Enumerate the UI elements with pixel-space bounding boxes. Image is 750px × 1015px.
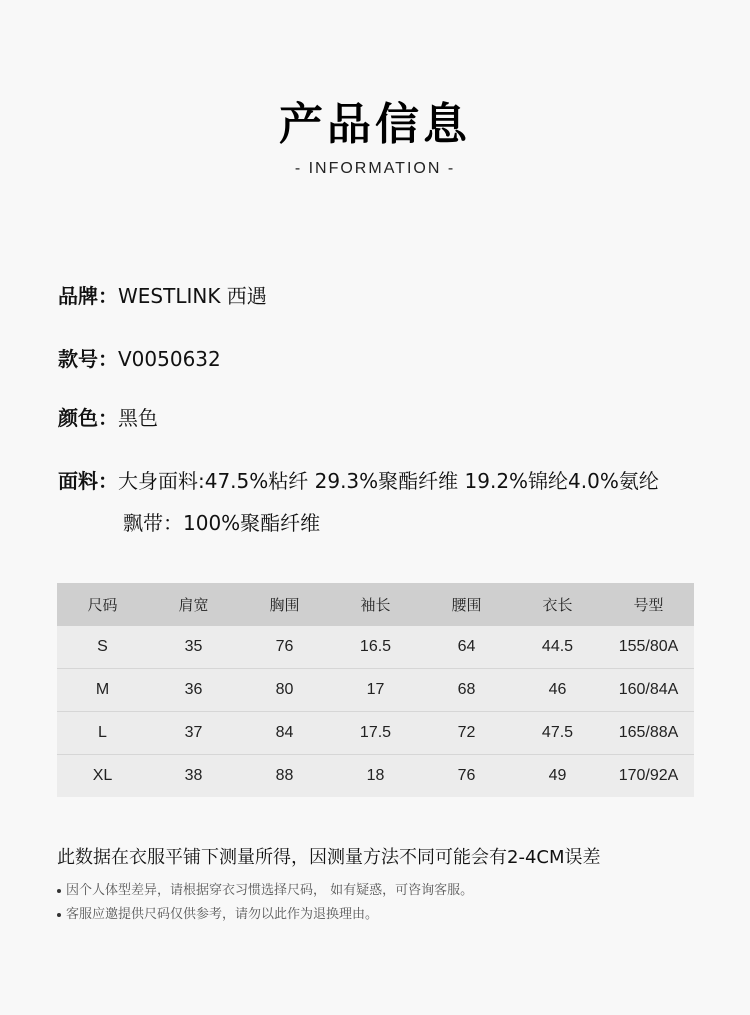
- fabric-label: 面料：: [58, 469, 118, 493]
- size-table: [57, 583, 694, 797]
- table-cell: 80: [239, 669, 330, 712]
- color-value: 黑色: [118, 406, 158, 430]
- table-cell: 72: [421, 712, 512, 755]
- note-item: [57, 879, 473, 898]
- table-cell: 44.5: [512, 626, 603, 669]
- bullet-icon: [57, 913, 61, 917]
- brand-value: WESTLINK 西遇: [118, 284, 267, 308]
- page-title: 产品信息: [279, 99, 471, 150]
- table-cell: 47.5: [512, 712, 603, 755]
- style-no-value: V0050632: [118, 347, 221, 371]
- style-no-label: 款号：: [58, 347, 118, 371]
- header-cell: 腰围: [421, 583, 512, 626]
- info-brand: [58, 280, 267, 309]
- header-cell: 衣长: [512, 583, 603, 626]
- color-label: 颜色：: [58, 406, 118, 430]
- table-cell: S: [57, 626, 148, 669]
- table-cell: 88: [239, 755, 330, 798]
- table-cell: 170/92A: [603, 755, 694, 798]
- info-style-no: [58, 343, 221, 372]
- table-cell: 165/88A: [603, 712, 694, 755]
- table-cell: 84: [239, 712, 330, 755]
- table-cell: 17.5: [330, 712, 421, 755]
- info-color: [58, 402, 158, 431]
- header-cell: 号型: [603, 583, 694, 626]
- table-cell: 17: [330, 669, 421, 712]
- table-cell: L: [57, 712, 148, 755]
- measurement-note: 此数据在衣服平铺下测量所得，因测量方法不同可能会有2-4CM误差: [57, 847, 601, 868]
- table-row: [57, 755, 694, 798]
- table-row: [57, 669, 694, 712]
- fabric-value: 大身面料:47.5%粘纤 29.3%聚酯纤维 19.2%锦纶4.0%氨纶: [118, 469, 659, 493]
- table-cell: 38: [148, 755, 239, 798]
- info-fabric: [58, 465, 659, 494]
- header-cell: 肩宽: [148, 583, 239, 626]
- table-cell: M: [57, 669, 148, 712]
- bullet-icon: [57, 889, 61, 893]
- table-row: [57, 626, 694, 669]
- table-cell: 76: [239, 626, 330, 669]
- header-cell: 胸围: [239, 583, 330, 626]
- table-cell: 68: [421, 669, 512, 712]
- table-cell: 49: [512, 755, 603, 798]
- note-text: 客服应邀提供尺码仅供参考，请勿以此作为退换理由。: [66, 907, 379, 922]
- table-cell: 160/84A: [603, 669, 694, 712]
- header-cell: 袖长: [330, 583, 421, 626]
- table-cell: 46: [512, 669, 603, 712]
- size-table-header: [57, 583, 694, 626]
- table-cell: 155/80A: [603, 626, 694, 669]
- table-cell: 16.5: [330, 626, 421, 669]
- note-item: [57, 903, 378, 922]
- brand-label: 品牌：: [58, 284, 118, 308]
- table-cell: 18: [330, 755, 421, 798]
- header-cell: 尺码: [57, 583, 148, 626]
- note-text: 因个人体型差异，请根据穿衣习惯选择尺码， 如有疑惑，可咨询客服。: [66, 883, 474, 898]
- table-cell: 37: [148, 712, 239, 755]
- table-cell: 35: [148, 626, 239, 669]
- table-cell: 36: [148, 669, 239, 712]
- table-cell: 76: [421, 755, 512, 798]
- table-cell: XL: [57, 755, 148, 798]
- table-cell: 64: [421, 626, 512, 669]
- fabric-value-ribbon: 飘带：100%聚酯纤维: [123, 511, 321, 535]
- page-subtitle: - INFORMATION -: [294, 160, 456, 177]
- table-row: [57, 712, 694, 755]
